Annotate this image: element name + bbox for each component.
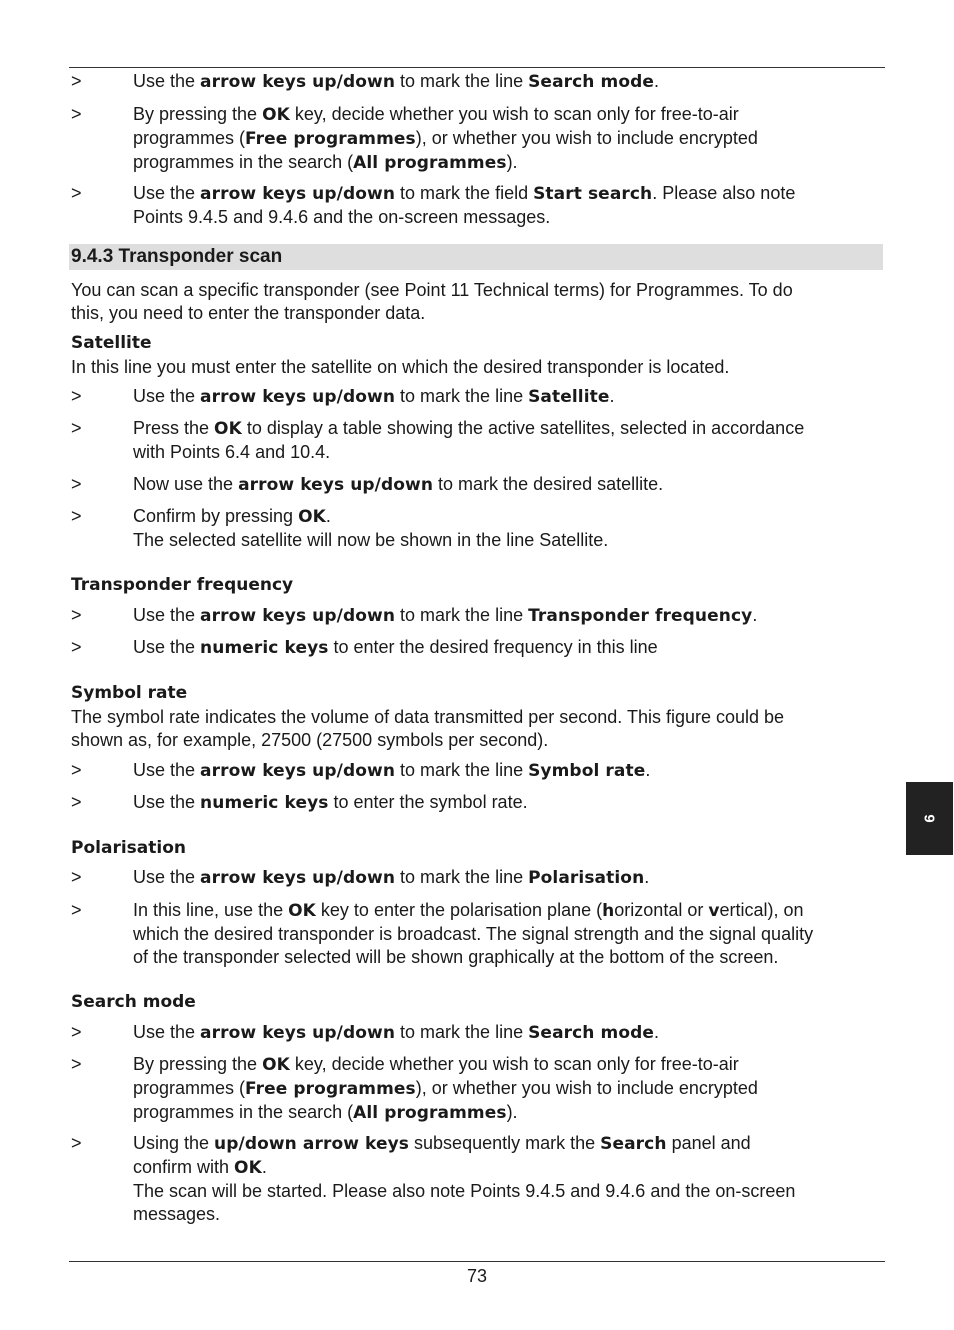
bullet-marker: > xyxy=(71,637,82,657)
bold-term: OK xyxy=(262,1055,290,1075)
list-item xyxy=(71,70,883,94)
bold-term: Free programmes xyxy=(245,129,416,149)
text-run: . xyxy=(325,506,331,526)
text-line xyxy=(133,1156,883,1180)
bold-term: arrow keys up/down xyxy=(200,72,396,92)
text-run: Use the xyxy=(133,637,201,657)
bullet-marker: > xyxy=(71,1022,82,1042)
text-run: Press the xyxy=(133,418,215,438)
subheading-polarisation: Polarisation xyxy=(71,838,186,858)
section-heading-bar xyxy=(69,244,883,270)
section-title: 9.4.3 Transponder scan xyxy=(71,246,283,267)
bold-term: arrow keys up/down xyxy=(200,606,396,626)
bullet-marker: > xyxy=(71,1133,82,1153)
text-run: . xyxy=(609,386,615,406)
text-run: Now use the xyxy=(133,474,239,494)
chapter-tab-label: 9 xyxy=(921,814,938,823)
subheading-symbol-rate: Symbol rate xyxy=(71,683,188,703)
text-line xyxy=(133,1053,883,1077)
text-line xyxy=(133,636,883,660)
bold-term: arrow keys up/down xyxy=(238,475,434,495)
text-run: By pressing the xyxy=(133,1054,263,1074)
list-item-text xyxy=(133,182,883,229)
list-item xyxy=(71,759,883,783)
text-run: to mark the desired satellite. xyxy=(433,474,664,494)
text-run: with Points 6.4 and 10.4. xyxy=(133,442,331,462)
bold-term: h xyxy=(602,901,615,921)
text-run: . xyxy=(654,1022,660,1042)
chapter-tab xyxy=(906,782,953,855)
text-line xyxy=(133,604,883,628)
list-item xyxy=(71,1021,883,1045)
text-run: Confirm by pressing xyxy=(133,506,299,526)
bold-term: All programmes xyxy=(353,153,507,173)
list-item-text xyxy=(133,866,883,890)
bold-term: Satellite xyxy=(528,387,610,407)
bold-term: OK xyxy=(262,105,290,125)
text-run: In this line you must enter the satellite on which the desired transponder is located. xyxy=(71,357,730,377)
list-item-text xyxy=(133,1021,883,1045)
list-item-text xyxy=(133,505,883,552)
list-item-text xyxy=(133,417,883,464)
intro-paragraph xyxy=(71,279,883,325)
subheading-transponder-frequency: Transponder frequency xyxy=(71,575,294,595)
bold-term: numeric keys xyxy=(200,638,329,658)
text-line xyxy=(133,206,883,229)
text-run: orizontal or xyxy=(614,900,709,920)
text-line xyxy=(133,417,883,441)
text-line xyxy=(133,1021,883,1045)
bold-term: Search mode xyxy=(528,72,655,92)
text-run: key, decide whether you wish to scan only for free-to-air xyxy=(289,1054,739,1074)
bold-term: OK xyxy=(288,901,316,921)
text-run: . xyxy=(752,605,758,625)
list-item-text xyxy=(133,1053,883,1125)
text-run: programmes ( xyxy=(133,1078,246,1098)
text-line xyxy=(71,706,883,729)
bold-term: arrow keys up/down xyxy=(200,761,396,781)
text-line xyxy=(133,1077,883,1101)
bullet-marker: > xyxy=(71,760,82,780)
text-line xyxy=(133,529,883,552)
bold-term: Transponder frequency xyxy=(528,606,753,626)
bold-term: arrow keys up/down xyxy=(200,868,396,888)
text-run: to mark the line xyxy=(395,605,529,625)
text-line xyxy=(133,1180,883,1203)
list-item-text xyxy=(133,1132,883,1226)
list-item-text xyxy=(133,70,883,94)
text-run: Use the xyxy=(133,1022,201,1042)
bold-term: arrow keys up/down xyxy=(200,184,396,204)
text-line xyxy=(133,441,883,464)
list-item xyxy=(71,791,883,815)
bold-term: OK xyxy=(214,419,242,439)
text-line xyxy=(133,505,883,529)
text-run: Use the xyxy=(133,183,201,203)
text-run: . xyxy=(654,71,660,91)
list-item-text xyxy=(133,103,883,175)
text-run: to mark the field xyxy=(395,183,534,203)
text-line xyxy=(133,866,883,890)
text-run: . Please also note xyxy=(652,183,796,203)
text-line xyxy=(133,473,883,497)
text-line xyxy=(133,70,883,94)
list-item xyxy=(71,473,883,497)
symbol-rate-paragraph xyxy=(71,706,883,752)
text-run: Use the xyxy=(133,792,201,812)
text-line xyxy=(71,279,883,302)
list-item xyxy=(71,866,883,890)
text-run: programmes in the search ( xyxy=(133,1102,354,1122)
bold-term: numeric keys xyxy=(200,793,329,813)
bold-term: v xyxy=(708,901,720,921)
text-line xyxy=(133,899,883,923)
text-run: to mark the line xyxy=(395,1022,529,1042)
top-rule xyxy=(69,67,885,68)
text-run: to enter the desired frequency in this line xyxy=(328,637,658,657)
satellite-paragraph xyxy=(71,356,883,379)
text-run: key, decide whether you wish to scan only for free-to-air xyxy=(289,104,739,124)
bottom-rule xyxy=(69,1261,885,1262)
text-run: to mark the line xyxy=(395,71,529,91)
list-item xyxy=(71,417,883,464)
page-number: 73 xyxy=(466,1266,488,1286)
text-run: Use the xyxy=(133,386,201,406)
text-run: Points 9.4.5 and 9.4.6 and the on-screen messages. xyxy=(133,207,551,227)
text-run: Use the xyxy=(133,605,201,625)
text-line xyxy=(133,1101,883,1125)
list-item xyxy=(71,1053,883,1125)
text-run: to mark the line xyxy=(395,760,529,780)
text-line xyxy=(133,759,883,783)
bullet-marker: > xyxy=(71,867,82,887)
text-run: ). xyxy=(506,152,518,172)
bold-term: arrow keys up/down xyxy=(200,1023,396,1043)
text-line xyxy=(71,729,883,752)
bullet-marker: > xyxy=(71,104,82,124)
text-run: confirm with xyxy=(133,1157,235,1177)
text-run: panel and xyxy=(666,1133,751,1153)
bullet-marker: > xyxy=(71,900,82,920)
bullet-marker: > xyxy=(71,792,82,812)
bold-term: Search mode xyxy=(528,1023,655,1043)
bullet-marker: > xyxy=(71,386,82,406)
list-item-text xyxy=(133,791,883,815)
bold-term: Search xyxy=(600,1134,667,1154)
subheading-search-mode: Search mode xyxy=(71,992,196,1012)
text-line xyxy=(133,151,883,175)
text-run: to mark the line xyxy=(395,386,529,406)
bullet-marker: > xyxy=(71,506,82,526)
list-item-text xyxy=(133,473,883,497)
bullet-marker: > xyxy=(71,71,82,91)
text-line xyxy=(133,791,883,815)
list-item xyxy=(71,636,883,660)
text-run: You can scan a specific transponder (see Point 11 Technical terms) for Programmes. To do xyxy=(71,280,793,300)
list-item-text xyxy=(133,899,883,969)
text-run: Use the xyxy=(133,867,201,887)
bullet-marker: > xyxy=(71,1054,82,1074)
text-run: . xyxy=(261,1157,267,1177)
text-run: which the desired transponder is broadcast. The signal strength and the signal quality xyxy=(133,924,814,944)
list-item xyxy=(71,1132,883,1226)
bold-term: OK xyxy=(298,507,326,527)
text-run: programmes ( xyxy=(133,128,246,148)
text-run: In this line, use the xyxy=(133,900,289,920)
bullet-marker: > xyxy=(71,605,82,625)
text-run: this, you need to enter the transponder data. xyxy=(71,303,426,323)
bold-term: Start search xyxy=(533,184,653,204)
text-line xyxy=(133,1132,883,1156)
bold-term: Free programmes xyxy=(245,1079,416,1099)
text-run: Use the xyxy=(133,760,201,780)
list-item-text xyxy=(133,604,883,628)
text-run: . xyxy=(644,867,650,887)
text-run: of the transponder selected will be shown graphically at the bottom of the screen. xyxy=(133,947,779,967)
text-line xyxy=(133,385,883,409)
list-item-text xyxy=(133,759,883,783)
bold-term: Symbol rate xyxy=(528,761,646,781)
list-item xyxy=(71,505,883,552)
list-item-text xyxy=(133,385,883,409)
bold-term: arrow keys up/down xyxy=(200,387,396,407)
bullet-marker: > xyxy=(71,183,82,203)
text-run: programmes in the search ( xyxy=(133,152,354,172)
text-line xyxy=(133,1203,883,1226)
text-line xyxy=(133,182,883,206)
text-run: to enter the symbol rate. xyxy=(328,792,528,812)
text-line xyxy=(71,356,883,379)
bullet-marker: > xyxy=(71,418,82,438)
text-run: key to enter the polarisation plane ( xyxy=(315,900,603,920)
list-item xyxy=(71,385,883,409)
text-line xyxy=(133,103,883,127)
bold-term: OK xyxy=(234,1158,262,1178)
text-run: The symbol rate indicates the volume of data transmitted per second. This figure could be xyxy=(71,707,785,727)
list-item xyxy=(71,103,883,175)
list-item xyxy=(71,182,883,229)
text-run: Using the xyxy=(133,1133,215,1153)
bold-term: up/down arrow keys xyxy=(214,1134,410,1154)
text-line xyxy=(133,946,883,969)
text-run: . xyxy=(645,760,651,780)
text-run: subsequently mark the xyxy=(409,1133,601,1153)
text-run: ). xyxy=(506,1102,518,1122)
text-run: By pressing the xyxy=(133,104,263,124)
text-line xyxy=(71,302,883,325)
text-line xyxy=(133,923,883,946)
text-line xyxy=(133,127,883,151)
list-item xyxy=(71,604,883,628)
text-run: to display a table showing the active satellites, selected in accordance xyxy=(241,418,805,438)
text-run: ), or whether you wish to include encrypted xyxy=(415,1078,758,1098)
bullet-marker: > xyxy=(71,474,82,494)
bold-term: All programmes xyxy=(353,1103,507,1123)
text-run: to mark the line xyxy=(395,867,529,887)
text-run: Use the xyxy=(133,71,201,91)
text-run: The selected satellite will now be shown in the line Satellite. xyxy=(133,530,609,550)
subheading-satellite: Satellite xyxy=(71,333,152,353)
text-run: ertical), on xyxy=(719,900,804,920)
text-run: The scan will be started. Please also note Points 9.4.5 and 9.4.6 and the on-screen xyxy=(133,1181,796,1201)
list-item-text xyxy=(133,636,883,660)
text-run: ), or whether you wish to include encrypted xyxy=(415,128,758,148)
bold-term: Polarisation xyxy=(528,868,645,888)
text-run: messages. xyxy=(133,1204,221,1224)
text-run: shown as, for example, 27500 (27500 symbols per second). xyxy=(71,730,549,750)
list-item xyxy=(71,899,883,969)
